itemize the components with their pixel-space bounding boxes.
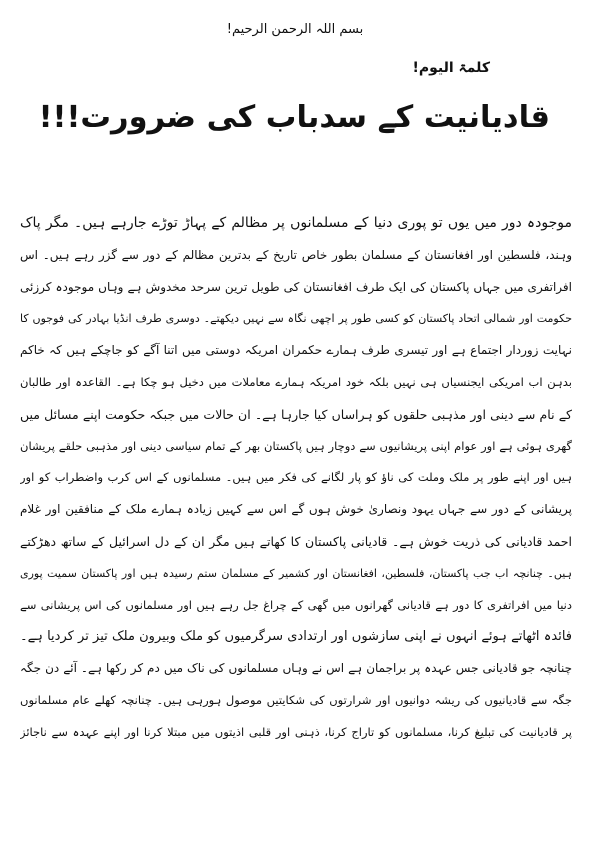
article-headline: قادیانیت کے سدباب کی ضرورت!!! xyxy=(38,100,550,135)
body-line: دنیا میں افراتفری کا دور ہے قادیانی گھرانوں میں گھی کے چراغ جل رہے ہیں اور مسلمانوں کی اس پریشانی سے xyxy=(20,597,572,612)
body-line: وہند، فلسطین اور افغانستان کے مسلمان بطور خاص تاریخ کے بدترین مظالم کے دور سے گزر رہے ہیں۔ اس xyxy=(20,247,572,262)
body-line: موجودہ دور میں یوں تو پوری دنیا کے مسلمانوں پر مظالم کے پہاڑ توڑے جارہے ہیں۔ مگر پاک xyxy=(20,215,572,231)
body-line: جگہ سے قادیانیوں کی ریشہ دوانیوں اور شرارتوں کی شکایتیں موصول ہورہی ہیں۔ چنانچہ کھلے عام مسلمانوں xyxy=(20,692,572,707)
body-line: احمد قادیانی کی ذریت خوش ہے۔ قادیانی پاکستان کا کھاتے ہیں مگر ان کے دل اسرائیل کے ساتھ دھڑکتے xyxy=(20,533,572,549)
section-label: کلمۃ الیوم! xyxy=(412,60,490,76)
body-line: بدہن اب امریکی ایجنسیاں ہی نہیں بلکہ خود امریکہ ہمارے معاملات میں دخیل ہو چکا ہے۔ القاعدہ اور طالبان xyxy=(20,374,572,389)
body-line: ہیں اور اپنے طور پر ملک وملت کی ناؤ کو پار لگانے کی فکر میں ہیں۔ مسلمانوں کے اس کرب واضطراب کو اور xyxy=(20,470,572,485)
article-body xyxy=(20,208,572,749)
body-line: پریشانی کے دور سے جہاں یہود ونصاریٰ خوش ہوں گے اس سے کہیں زیادہ ہمارے ملک کے منافقین اور غلام xyxy=(20,502,572,517)
body-line: پر قادیانیت کی تبلیغ کرنا، مسلمانوں کو تاراج کرنا، ذہنی اور قلبی اذیتوں میں مبتلا کرنا اور اپنے عہدہ سے ناجائز xyxy=(20,724,572,739)
body-line: کے نام سے دینی اور مذہبی حلقوں کو ہراساں کیا جارہا ہے۔ ان حالات میں جبکہ حکومت اپنے مسائل میں xyxy=(20,406,572,422)
body-line: فائدہ اٹھاتے ہوئے انہوں نے اپنی سازشوں اور ارتدادی سرگرمیوں کو ملک وبیرون ملک تیز تر کردیا ہے۔ xyxy=(20,629,572,645)
body-line: ہیں۔ چنانچہ اب جب پاکستان، فلسطین، افغانستان اور کشمیر کے مسلمان ستم رسیدہ ہیں اور پاکستان سمیت پوری xyxy=(20,566,572,580)
body-line: نہایت زوردار اجتماع ہے اور تیسری طرف ہمارے حکمران امریکہ دوستی میں اتنا آگے کو جاچکے ہیں کہ خاکم xyxy=(20,343,572,358)
bismillah-heading: بسم اللہ الرحمن الرحیم! xyxy=(226,22,364,37)
body-line: حکومت اور شمالی اتحاد پاکستان کو کسی طور پر اچھی نگاہ سے نہیں دیکھتے۔ دوسری طرف انڈیا بہادر کی فوجوں کا xyxy=(20,312,572,326)
body-line: افراتفری میں جہاں پاکستان کی ایک طرف افغانستان کی طویل ترین سرحد مخدوش ہے وہاں موجودہ کرزئی xyxy=(20,279,572,294)
body-line: چنانچہ جو قادیانی جس عہدہ پر براجمان ہے اس نے وہاں مسلمانوں کی ناک میں دم کر رکھا ہے۔ آئے دن جگہ xyxy=(20,661,572,676)
body-line: گھری ہوئی ہے اور عوام اپنی پریشانیوں سے دوچار ہیں پاکستان بھر کے تمام سیاسی دینی اور مذہبی حلقے پریشان xyxy=(20,438,572,453)
